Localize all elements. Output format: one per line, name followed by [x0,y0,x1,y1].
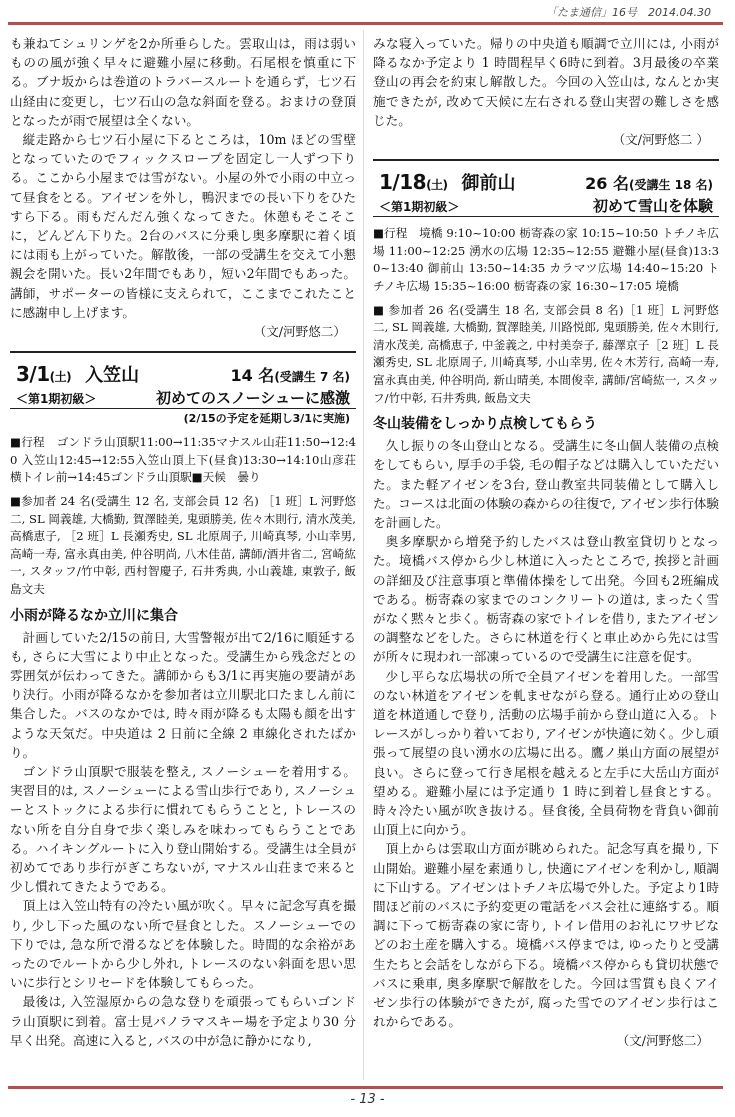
event-date-value: 1/18 [379,170,427,195]
right-paragraph-2: 久し振りの冬山登山となる。受講生に冬山個人装備の点検をしてもらい, 厚手の手袋, 毛の帽子などは購入していただいた。また軽アイゼンを3台, 登山教室共同装備として購入した。コースは北面の体験の森からの往復で, アイゼン歩行体験を計画した。 [373,438,719,530]
footer-rule [8,1086,723,1089]
page-number: - 13 - [350,1092,385,1107]
event-course: ＜第1期初級＞ [16,392,97,407]
event-participants: ■ 参加者 26 名(受講生 18 名, 支部会員 8 名)［1 班］L 河野悠二, SL 岡義雄, 大橋勤, 賀澤睦美, 川路悦郎, 鬼頭勝美, 佐々木則行, 清水茂美, 高橋恵子, 中釜義之, 中村美奈子, 藤澤京子［2 班］L 長瀬秀史, SL 北原周子, 川崎真琴, 小山幸男, 佐々木芳行, 高崎一寿, 富永真由美, 仲谷明尚, 新山晴美, 本間俊幸, 講師/宮崎紘一, スタッフ/竹中彰, 石井秀典, 飯島文夫 [373,302,719,405]
event-date [379,170,448,194]
left-signature-1: （文/河野悠二） [253,324,346,340]
event-count-sub: (受講生 7 名) [274,370,350,385]
event-participants: ■参加者 24 名(受講生 12 名, 支部会員 12 名) ［1 班］L 河野悠二, SL 岡義雄, 大橋勤, 賀澤睦美, 鬼頭勝美, 佐々木則行, 清水茂美, 高橋恵子, ［2 班］L 長瀬秀史, SL 北原周子, 川崎真琴, 小山幸男, 高崎一寿, 富永真由美, 仲谷明尚, 八木佳苗, 講師/酒井省二, 宮崎紘一, スタッフ/竹中彰, 西村智慶子, 石井秀典, 小山義雄, 東敦子, 飯島文夫 [10,494,356,596]
event-subheading [10,387,356,409]
event-date [16,362,71,386]
right-paragraph-4: 少し平らな広場状の所で全員アイゼンを着用した。一部雪のない林道をアイゼンを軋ませながら登る。通行止めの登山道を林道通しで登り, 活動の広場手前から登山道に入る。トレースがしっかり着いており, アイゼンが快適に効く。少し頑張って展望の良い湧水の広場に出る。鷹ノ巣山方面の展望が良い。さらに登って行き尾根を越えると左手に大岳山方面が望める。避難小屋には予定通り 1 時に到着し昼食とする。時々冷たい風が吹き抜ける。昼食後, 全員荷物を背負い御前山頂上に向かう。 [373,668,719,838]
right-paragraph-1: みな寝入っていた。帰りの中央道も順調で立川には, 小雨が降るなか予定より 1 時間程早く6時に到着。3月最後の卒業登山の再会を約束し解散した。今回の入笠山は, なんとか実施できたが, 改めて天候に左右される登山実習の難しさを感じた。 [373,36,719,128]
event-subheading [373,195,719,217]
event-theme: 初めて雪山を体験 [592,197,713,216]
section-rule [373,159,719,161]
left-paragraph-6: 最後は, 入笠湿原からの急な登りを頑張ってもらいゴンドラ山頂駅に到着。富士見パノラマスキー場を予定より30 分早く出発。高速に入ると, バスの中が急に静かになり, [10,994,356,1048]
event-course: ＜第1期初級＞ [379,200,460,215]
right-signature-1: （文/河野悠二 ） [612,132,709,148]
event-weekday: (土) [49,370,72,385]
event-itinerary: ■行程 ゴンドラ山頂駅11:00→11:35マナスル山荘11:50→12:40 入笠山12:45→12:55入笠山頂上下(昼食)13:30→14:10山彦荘横トイレ前→14:45ゴンドラ山頂駅■天候 曇り [10,435,356,485]
event-weekday: (土) [426,178,448,193]
event-note: (2/15の予定を延期し3/1に実施) [183,412,350,426]
left-paragraph-5: 頂上は入笠山特有の冷たい風が吹く。早々に記念写真を撮り, 少し下った風のない所で昼食とした。スノーシューでの下りでは, 急な所で滑るなどを体験した。時間的な余裕があったのでルートから少し外れ, トレースのない斜面を思い思いに歩行とシリセードを体験してもらった。 [10,898,356,991]
event-count-value: 14 名 [230,366,275,386]
section-rule [10,351,356,353]
right-signature-2: （文/河野悠二） [616,1033,709,1049]
event-count-value: 26 名 [585,174,629,194]
left-subheading-1: 小雨が降るなか立川に集合 [10,607,178,624]
right-paragraph-3: 奥多摩駅から増発予約したバスは登山教室貸切りとなった。境橋バス停から少し林道に入ったところで, 挨拶と計画の詳細及び注意事項と準備体操をして出発。今回も2班編成である。栃寄森の家までのコンクリートの道は, まったく雪がなく黙々と歩く。栃寄森の家でトイレを借り, またアイゼンの調整などをした。さらに林道を行くと車止めから先には雪が所々に現われ一部凍っているので受講生に注意を促す。 [373,534,719,665]
left-column [10,34,356,1050]
left-paragraph-1: も兼ねてシュリンゲを2か所垂らした。雲取山は，雨は弱いものの風が強く早々に避難小屋に移動。石尾根を慎重に下る。ブナ坂からは巻道のトラバースルートを通らず，七ツ石山経由に変更し，七ツ石山の急な斜面を登る。おまけの登頂となったが雨で展望は全くない。 [10,36,356,128]
right-paragraph-5: 頂上からは雲取山方面が眺められた。記念写真を撮り, 下山開始。避難小屋を素通りし, 快適にアイゼンを利かし, 順調に下山する。アイゼンはトチノキ広場で外した。予定より1時間ほど前のバスに予約変更の電話をバス会社に連絡する。順調に下って栃寄森の家に寄り, トイレ借用のお礼にワサビなどのお土産を購入する。境橋バス停までは, ゆったりと受講生たちと会話をしながら下る。境橋バス停からも貸切状態でバスに乗車, 奥多摩駅で解散をした。今回は雪質も良くアイゼン歩行の体験ができたが, 腐った雪でのアイゼン歩行はこれからである。 [373,841,719,1030]
event-heading [373,167,719,195]
column-divider [363,30,364,1080]
left-paragraph-2: 縦走路から七ツ石小屋に下るところは，10m ほどの雪壁となっていたのでフィックスロープを固定し一人ずつ下りる。ここから小屋までは雪がない。小屋の外で小雨の中立って昼食をとる。アイゼンを外し，鴨沢までの長い下りをひたすら下る。雨もだんだん強くなってきた。休憩もそこそこに，どんどん下りた。2台のバスに分乗し奥多摩駅に着く頃には雨も上がっていた。解散後，一部の受講生を交えて小懇親会を開いた。長い2年間でもあり，短い2年間でもあった。講師，サポーターの皆様に支えられて，ここまでこれたことに感謝申し上げます。 [10,132,356,320]
event-name: 御前山 [461,173,516,195]
event-theme: 初めてのスノーシューに感激 [156,389,350,408]
event-count [585,171,713,194]
event-count [230,363,350,386]
left-paragraph-4: ゴンドラ山頂駅で服装を整え, スノーシューを着用する。実習目的は, スノーシューによる雪山歩行であり, スノーシューとストックによる歩行に慣れてもらうことと, トレースのない所を自分自身で歩く楽しみを味わってもらうことである。ハイキングルートに入り登山開始する。受講生は全員が初めてであり歩行がぎこちないが, マナスル山荘まで来ると少し慣れてきたようである。 [10,764,356,895]
header-rule [8,22,723,25]
header-issue: 「たま通信」16号 2014.04.30 [546,6,711,19]
event-heading [10,359,356,387]
event-count-sub: (受講生 18 名) [628,178,713,193]
event-name: 入笠山 [85,365,140,387]
right-column [373,34,719,1051]
event-itinerary: ■行程 境橋 9:10~10:00 栃寄森の家 10:15~10:50 トチノキ広場 11:00~12:25 湧水の広場 12:35~12:55 避難小屋(昼食)13:30~13:40 御前山 13:50~14:35 カラマツ広場 14:40~15:20 トチノキ広場 15:35~16:00 栃寄森の家 16:30~17:05 境橋 [373,226,719,293]
left-paragraph-3: 計画していた2/15の前日, 大雪警報が出て2/16に順延するも, さらに大雪により中止となった。受講生から残念だとの雰囲気が伝わってきた。講師からも3/1に再実施の要請があり決行。小雨が降るなかを参加者は立川駅北口たましん前に集合した。バスのなかでは, 時々雨が降るも太陽も顔を出すような天気だ。中央道は 2 日前に全線 2 車線化されたばかり。 [10,629,356,760]
event-date-value: 3/1 [16,362,50,387]
right-subheading-1: 冬山装備をしっかり点検してもらう [373,416,597,433]
